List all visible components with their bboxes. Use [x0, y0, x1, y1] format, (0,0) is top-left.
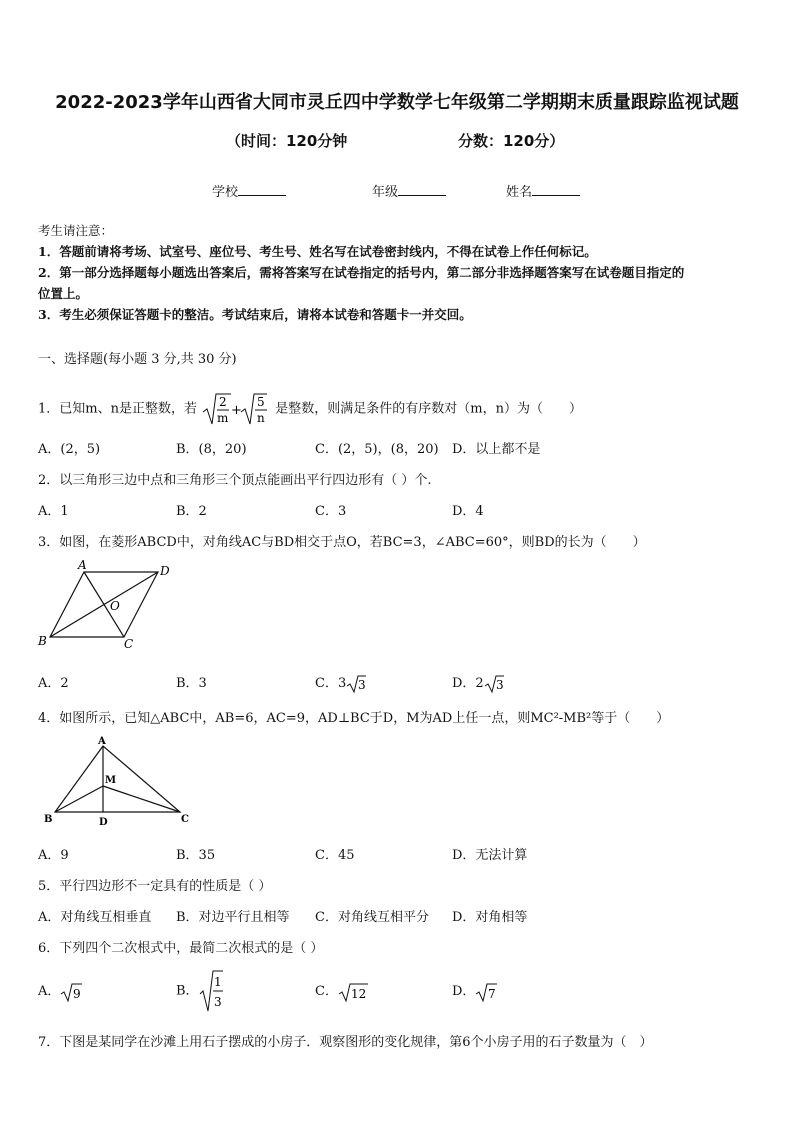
q6-option-b-num: 1 [213, 975, 222, 989]
label-m: M [105, 775, 117, 786]
q2-option-b: B．2 [176, 504, 207, 519]
note-item: 3．考生必须保证答题卡的整洁。考试结束后，请将本试卷和答题卡一并交回。 [38, 307, 472, 322]
q6-option-d-rad: 7 [488, 986, 497, 1001]
label-a: A [78, 558, 87, 572]
label-c: C [181, 814, 189, 825]
notes-heading: 考生请注意： [38, 223, 114, 238]
q6-option-a [38, 980, 82, 1003]
q3-option-d-label: D．2 [452, 676, 484, 691]
q3-option-c-label: C．3 [315, 676, 347, 691]
q1-option-c: C．(2，5)，(8，20) [315, 442, 439, 457]
q3-option-b: B．3 [176, 676, 207, 691]
q6-option-d-label: D． [452, 984, 476, 999]
note-item: 位置上。 [38, 286, 89, 301]
grade-blank [398, 183, 446, 196]
sqrt-symbol [60, 981, 82, 1003]
exam-notes [38, 220, 684, 325]
q6-option-d [452, 980, 497, 1003]
q6-option-a-rad: 9 [73, 986, 82, 1001]
q3-option-d-rad: 3 [495, 677, 504, 692]
q4-option-a: A．9 [38, 848, 69, 863]
q4-option-d: D．无法计算 [452, 848, 528, 863]
q3-option-d [452, 672, 504, 694]
question-1-stem [38, 390, 582, 428]
q2-option-a: A．1 [38, 504, 69, 519]
question-5-stem: 5．平行四边形不一定具有的性质是（ ） [38, 879, 272, 894]
name-blank [532, 183, 580, 196]
school-field [212, 181, 286, 200]
q5-option-b: B．对边平行且相等 [176, 910, 290, 925]
q5-option-d: D．对角相等 [452, 910, 528, 925]
school-blank [238, 183, 286, 196]
triangle-figure [40, 734, 200, 830]
q6-option-c-label: C． [315, 984, 338, 999]
sqrt-symbol [484, 674, 504, 694]
q6-option-b-den: 3 [213, 995, 222, 1009]
q1-option-b: B．(8，20) [176, 442, 247, 457]
q5-option-c: C．对角线互相平分 [315, 910, 429, 925]
q1-frac1-num: 2 [219, 395, 227, 409]
school-label: 学校 [212, 185, 239, 200]
question-2-stem: 2．以三角形三边中点和三角形三个顶点能画出平行四边形有（ ）个. [38, 473, 432, 488]
q6-option-b-label: B． [176, 983, 199, 999]
label-d: D [160, 564, 170, 578]
q4-option-c: C．45 [315, 848, 355, 863]
name-label: 姓名 [506, 185, 533, 200]
note-item: 2．第一部分选择题每小题选出答案后，需将答案写在试卷指定的括号内，第二部分非选择题答案写在试卷题目指定的 [38, 265, 685, 280]
q3-option-a: A．2 [38, 676, 69, 691]
q1-frac1-den: m [217, 411, 229, 425]
q1-radical-expression [201, 390, 271, 428]
q1-option-d: D．以上都不是 [452, 442, 541, 457]
grade-field [372, 181, 446, 200]
q2-option-c: C．3 [315, 504, 347, 519]
q6-option-c [315, 980, 368, 1003]
q6-option-b [176, 968, 223, 1014]
q3-option-c-rad: 3 [358, 677, 366, 692]
name-field [506, 181, 580, 200]
q2-option-d: D．4 [452, 504, 484, 519]
label-c: C [124, 637, 134, 651]
sqrt-symbol [338, 981, 368, 1003]
section-heading: 一、选择题(每小题 3 分,共 30 分) [38, 352, 237, 367]
q1-stem-pre: 1．已知m、n是正整数，若 [38, 401, 197, 417]
rhombus-figure [34, 558, 184, 654]
label-a: A [98, 736, 106, 747]
note-item: 1．答题前请将考场、试室号、座位号、考生号、姓名写在试卷密封线内，不得在试卷上作任何标记。 [38, 244, 597, 259]
q1-frac2-den: n [257, 411, 265, 425]
q6-option-a-label: A． [38, 984, 61, 999]
score-label: 分数：120分） [458, 132, 565, 150]
sqrt-symbol [346, 674, 366, 694]
question-7-stem: 7．下图是某同学在沙滩上用石子摆成的小房子．观察图形的变化规律，第6个小房子用的石子数量为（ ） [38, 1035, 653, 1050]
q5-option-a: A．对角线互相垂直 [38, 910, 152, 925]
page-title: 2022-2023学年山西省大同市灵丘四中学数学七年级第二学期期末质量跟踪监视试题 [55, 92, 739, 113]
question-4-stem: 4．如图所示，已知△ABC中，AB=6，AC=9，AD⊥BC于D，M为AD上任一点，则MC²-MB²等于（ ） [38, 711, 670, 726]
sqrt-fraction [199, 968, 223, 1014]
sqrt-symbol [475, 981, 497, 1003]
time-label: （时间：120分钟 [226, 132, 348, 150]
q1-stem-post: 是整数，则满足条件的有序数对（m，n）为（ ） [275, 401, 582, 417]
question-3-stem: 3．如图，在菱形ABCD中，对角线AC与BD相交于点O，若BC=3，∠ABC=60°，则BD的长为（ ） [38, 535, 646, 550]
label-d: D [99, 817, 108, 828]
q1-frac2-num: 5 [257, 395, 265, 409]
question-6-stem: 6．下列四个二次根式中，最简二次根式的是（ ） [38, 941, 324, 956]
q1-plus: + [231, 403, 243, 418]
q1-option-a: A．(2，5) [38, 442, 101, 457]
q3-option-c [315, 672, 366, 694]
q6-option-c-rad: 12 [350, 986, 367, 1001]
label-b: B [44, 814, 53, 825]
q4-option-b: B．35 [176, 848, 216, 863]
label-o: O [110, 599, 120, 613]
grade-label: 年级 [372, 185, 399, 200]
label-b: B [38, 634, 47, 648]
